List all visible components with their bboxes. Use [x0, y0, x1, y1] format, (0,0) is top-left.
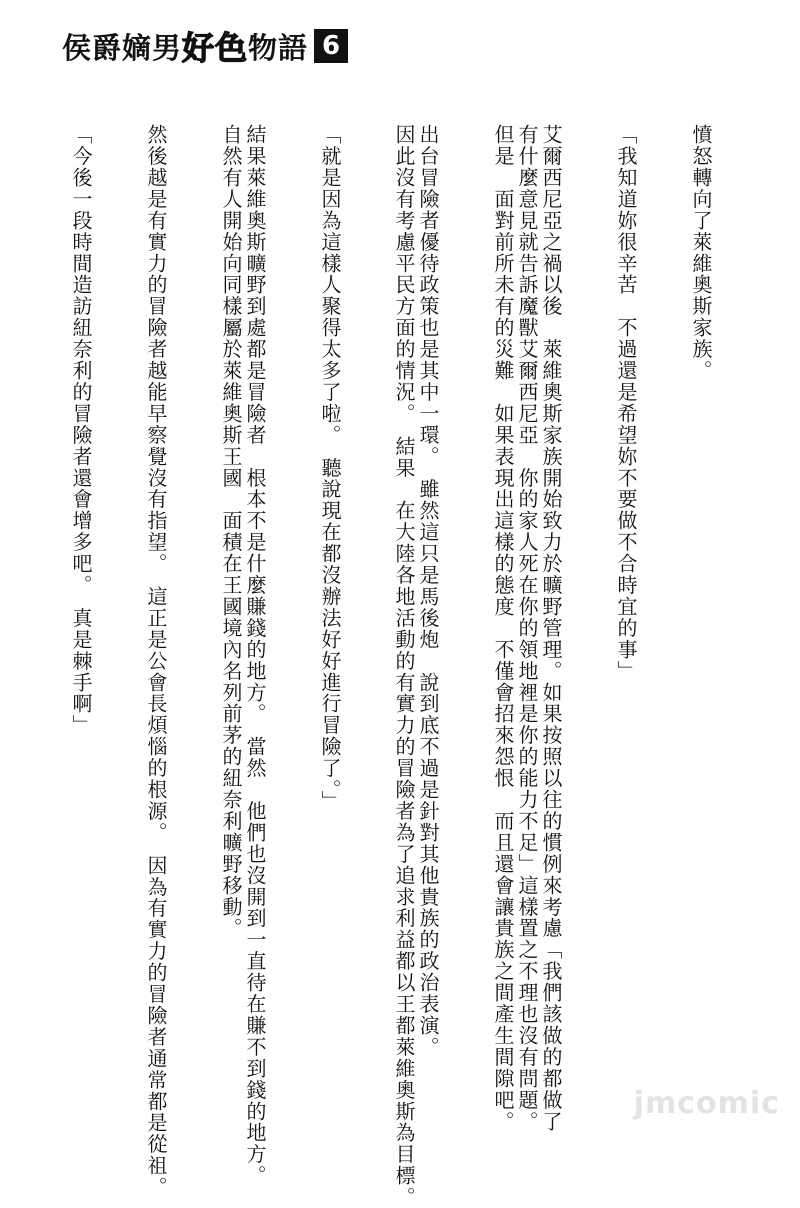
book-title-part3: 物語	[248, 30, 309, 65]
text-column: 「今後一段時間造訪紐奈利的冒險者還會增多吧。 真是棘手啊」	[69, 124, 93, 737]
watermark: jmcomic	[633, 1086, 780, 1121]
text-column: 但是 面對前所未有的災難 如果表現出這樣的態度 不僅會招來怨恨 而且還會讓貴族之間產生間隙吧。	[491, 124, 515, 1133]
text-column: 「我知道妳很辛苦 不過還是希望妳不要做不合時宜的事」	[614, 124, 638, 682]
text-column: 有什麼意見就告訴魔獸艾爾西尼亞 你的家人死在你的領地裡是你的能力不足」這樣置之不理也沒有問題。	[515, 124, 539, 1133]
text-column: 然後越是有實力的冒險者越能早察覺沒有指望。 這正是公會長煩惱的根源。 因為有實力的冒險者通常都是從祖。	[144, 124, 168, 1198]
book-title-part1: 侯爵嫡男	[62, 30, 183, 65]
text-column: 「就是因為這樣人聚得太多了啦。 聽說現在都沒辦法好好進行冒險了。」	[318, 124, 342, 812]
book-title-part2: 好色	[182, 29, 249, 67]
text-column: 艾爾西尼亞之禍以後 萊維奧斯家族開始致力於曠野管理。如果按照以往的慣例來考慮「我們該做的都做了	[539, 124, 563, 1133]
page-header	[62, 24, 348, 68]
text-column: 因此沒有考慮平民方面的情況。 結果 在大陸各地活動的有實力的冒險者為了追求利益都以王都萊維奧斯為目標。	[392, 124, 416, 1208]
text-column: 結果萊維奧斯曠野到處都是冒險者 根本不是什麼賺錢的地方。 當然 他們也沒開到一直待在賺不到錢的地方。	[243, 124, 267, 1187]
text-column: 憤怒轉向了萊維奧斯家族。	[689, 124, 713, 382]
text-column: 自然有人開始向同樣屬於萊維奧斯王國 面積在王國境內名列前茅的紐奈利曠野移動。	[219, 124, 243, 940]
text-column: 出台冒險者優待政策也是其中一環。 雖然這只是馬後炮 說到底不過是針對其他貴族的政治表演。	[416, 124, 440, 1058]
volume-badge: 6	[314, 29, 348, 63]
